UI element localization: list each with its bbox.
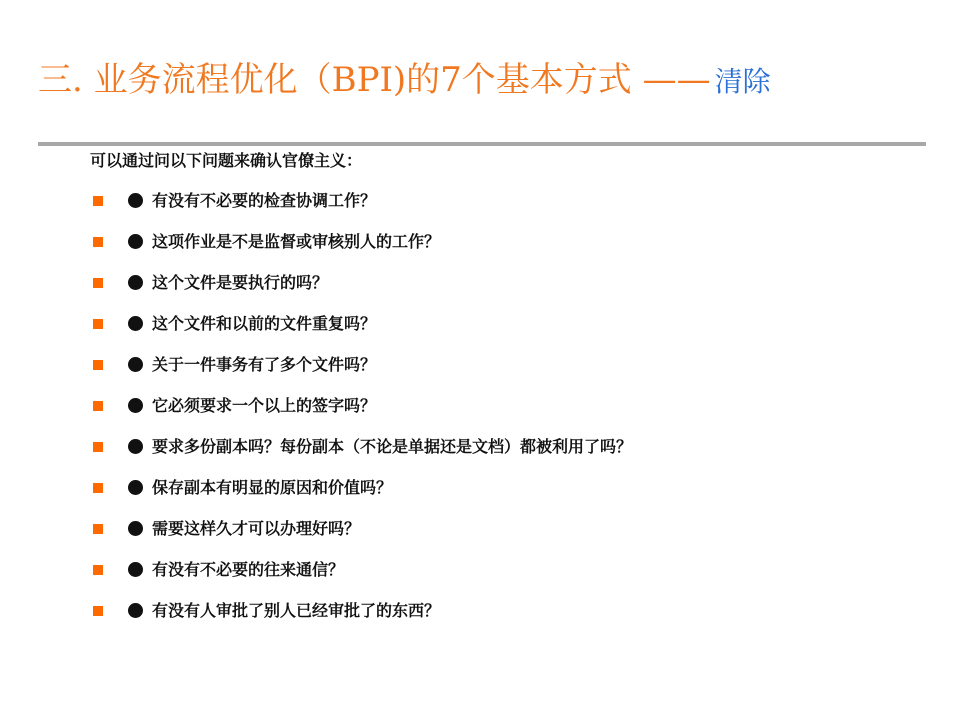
circle-bullet-icon (128, 357, 143, 372)
square-bullet-icon (93, 565, 103, 575)
square-bullet-icon (93, 278, 103, 288)
circle-bullet-icon (128, 193, 143, 208)
square-bullet-icon (93, 401, 103, 411)
list-item (0, 189, 960, 213)
list-item-text: 这个文件是要执行的吗？ (152, 273, 329, 292)
list-item-text: 有没有人审批了别人已经审批了的东西？ (152, 601, 441, 620)
circle-bullet-icon (128, 234, 143, 249)
list-item (0, 312, 960, 336)
slide-title-accent: 清除 (714, 65, 771, 98)
list-item (0, 517, 960, 541)
square-bullet-icon (93, 524, 103, 534)
list-item-text: 它必须要求一个以上的签字吗？ (152, 396, 377, 415)
slide-title-main: 三. 业务流程优化（BPI)的7个基本方式 —— (38, 60, 711, 100)
list-item (0, 230, 960, 254)
list-item (0, 599, 960, 623)
list-item-text: 需要这样久才可以办理好吗？ (152, 519, 361, 538)
slide-title (38, 56, 771, 104)
circle-bullet-icon (128, 521, 143, 536)
list-item (0, 271, 960, 295)
title-divider (38, 142, 926, 146)
square-bullet-icon (93, 360, 103, 370)
circle-bullet-icon (128, 439, 143, 454)
list-item (0, 394, 960, 418)
list-item-text: 要求多份副本吗？每份副本（不论是单据还是文档）都被利用了吗？ (152, 437, 633, 456)
circle-bullet-icon (128, 562, 143, 577)
list-item-text: 这个文件和以前的文件重复吗？ (152, 314, 377, 333)
circle-bullet-icon (128, 480, 143, 495)
square-bullet-icon (93, 237, 103, 247)
list-item-text: 有没有不必要的往来通信？ (152, 560, 345, 579)
square-bullet-icon (93, 483, 103, 493)
list-item (0, 476, 960, 500)
square-bullet-icon (93, 196, 103, 206)
list-item-text: 有没有不必要的检查协调工作？ (152, 191, 377, 210)
list-item (0, 353, 960, 377)
intro-text: 可以通过问以下问题来确认官僚主义： (90, 151, 363, 170)
list-item (0, 435, 960, 459)
circle-bullet-icon (128, 316, 143, 331)
square-bullet-icon (93, 319, 103, 329)
list-item-text: 这项作业是不是监督或审核别人的工作？ (152, 232, 441, 251)
circle-bullet-icon (128, 275, 143, 290)
list-item-text: 保存副本有明显的原因和价值吗？ (152, 478, 393, 497)
list-item-text: 关于一件事务有了多个文件吗？ (152, 355, 377, 374)
square-bullet-icon (93, 442, 103, 452)
circle-bullet-icon (128, 603, 143, 618)
circle-bullet-icon (128, 398, 143, 413)
list-item (0, 558, 960, 582)
square-bullet-icon (93, 606, 103, 616)
